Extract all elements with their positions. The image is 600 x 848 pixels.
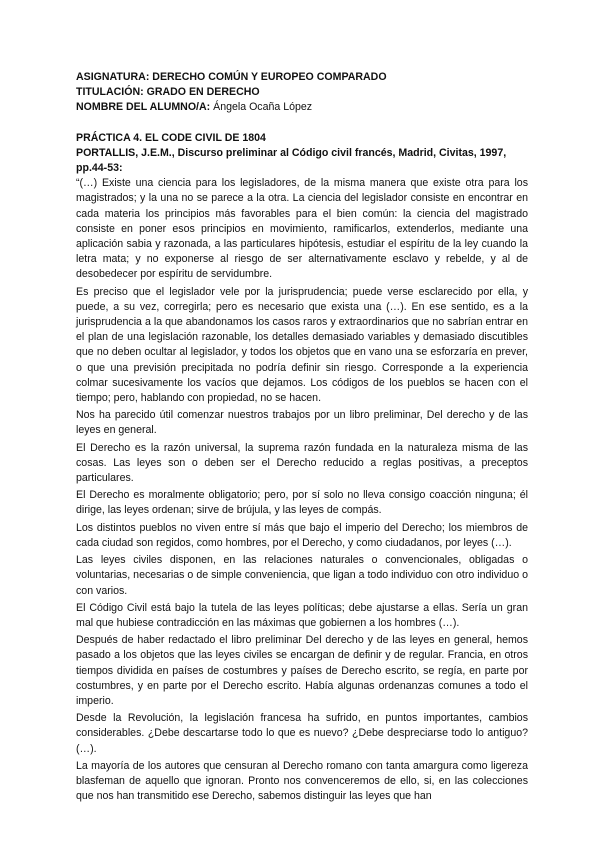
paragraph: Desde la Revolución, la legislación francesa ha sufrido, en puntos importantes, cambios considerables. ¿Debe descartarse todo lo que es nuevo? ¿Debe despreciarse todo lo antiguo? (…). xyxy=(76,712,528,755)
paragraph: “(…) Existe una ciencia para los legisladores, de la misma manera que existe otra para los magistrados; y la una no se parece a la otra. La ciencia del legislador consiste en encontrar en cada materia los principios más favorables para el bien común: la ciencia del magistrado consiste en poner esos principios en movimiento, ramificarlos, extenderlos, mediante una aplicación sabia y razonada, a las particulares hipótesis, estudiar el espíritu de la ley cuando la letra mata; y no exponerse al riesgo de ser alternativamente esclavo y rebelde, y al de desobedecer por espíritu de servidumbre. xyxy=(76,177,528,281)
source-citation: PORTALLIS, J.E.M., Discurso preliminar al Código civil francés, Madrid, Civitas, 1997, pp.44-53: xyxy=(76,146,507,175)
subject-line: ASIGNATURA: DERECHO COMÚN Y EUROPEO COMPARADO xyxy=(76,71,387,83)
student-name: Ángela Ocaña López xyxy=(213,101,313,114)
paragraph: Los distintos pueblos no viven entre sí más que bajo el imperio del Derecho; los miembros de cada ciudad son regidos, como hombres, por el Derecho, y como ciudadanos, por leyes (…). xyxy=(76,521,528,549)
spacer xyxy=(76,116,528,131)
paragraph: Después de haber redactado el libro preliminar Del derecho y de las leyes en general, hemos pasado a los objetos que las leyes civiles se encargan de definir y de regular. Francia, en otros tiempos dividida en países de costumbres y países de Derecho escrito, se regía, en parte por costumbres, y en parte por el Derecho escrito. Había algunas ordenanzas comunes a todo el imperio. xyxy=(76,634,528,707)
paragraph: La mayoría de los autores que censuran al Derecho romano con tanta amargura como ligereza blasfeman de aquello que ignoran. Pronto nos convenceremos de ello, si, en las colecciones que nos han transmitido ese Derecho, sabemos distinguir las leyes que han xyxy=(76,759,528,803)
paragraph: El Código Civil está bajo la tutela de las leyes políticas; debe ajustarse a ellas. Sería un gran mal que hubiese contradicción en las máximas que gobiernen a los hombres (…). xyxy=(76,601,528,629)
paragraph: Las leyes civiles disponen, en las relaciones naturales o convencionales, obligadas o voluntarias, necesarias o de simple conveniencia, que ligan a todo individuo con otro individuo o con varios. xyxy=(76,554,528,597)
student-label: NOMBRE DEL ALUMNO/A: xyxy=(76,101,211,114)
paragraph: El Derecho es moralmente obligatorio; pero, por sí solo no lleva consigo coacción ninguna; él dirige, las leyes ordenan; sirve de brújula, y las leyes de compás. xyxy=(76,489,528,517)
degree-line: TITULACIÓN: GRADO EN DERECHO xyxy=(76,86,260,99)
practice-title: PRÁCTICA 4. EL CODE CIVIL DE 1804 xyxy=(76,131,266,144)
document-page xyxy=(76,70,528,806)
paragraph: Nos ha parecido útil comenzar nuestros trabajos por un libro preliminar, Del derecho y de las leyes en general. xyxy=(76,409,528,437)
student-line xyxy=(76,100,528,115)
paragraph: El Derecho es la razón universal, la suprema razón fundada en la naturaleza misma de las cosas. Las leyes son o deben ser el Derecho reducido a reglas positivas, a preceptos particulares. xyxy=(76,441,528,485)
paragraph: Es preciso que el legislador vele por la jurisprudencia; puede verse esclarecido por ella, y puede, a su vez, corregirla; pero es necesario que exista una (…). En ese sentido, es a la jurisprudencia a la que abandonamos los casos raros y extraordinarios que no sabrían entrar en el plan de una legislación razonable, los detalles demasiado variables y demasiado discutibles que no deben ocultar al legislador, y todos los objetos que en vano una se esforzaría en prever, o que una previsión precipitada no podría definir sin riesgo. Corresponde a la experiencia colmar sucesivamente los vacíos que dejamos. Los códigos de los pueblos se hacen con el tiempo; pero, hablando con propiedad, no se hacen. xyxy=(76,285,528,405)
document-body xyxy=(76,176,528,804)
